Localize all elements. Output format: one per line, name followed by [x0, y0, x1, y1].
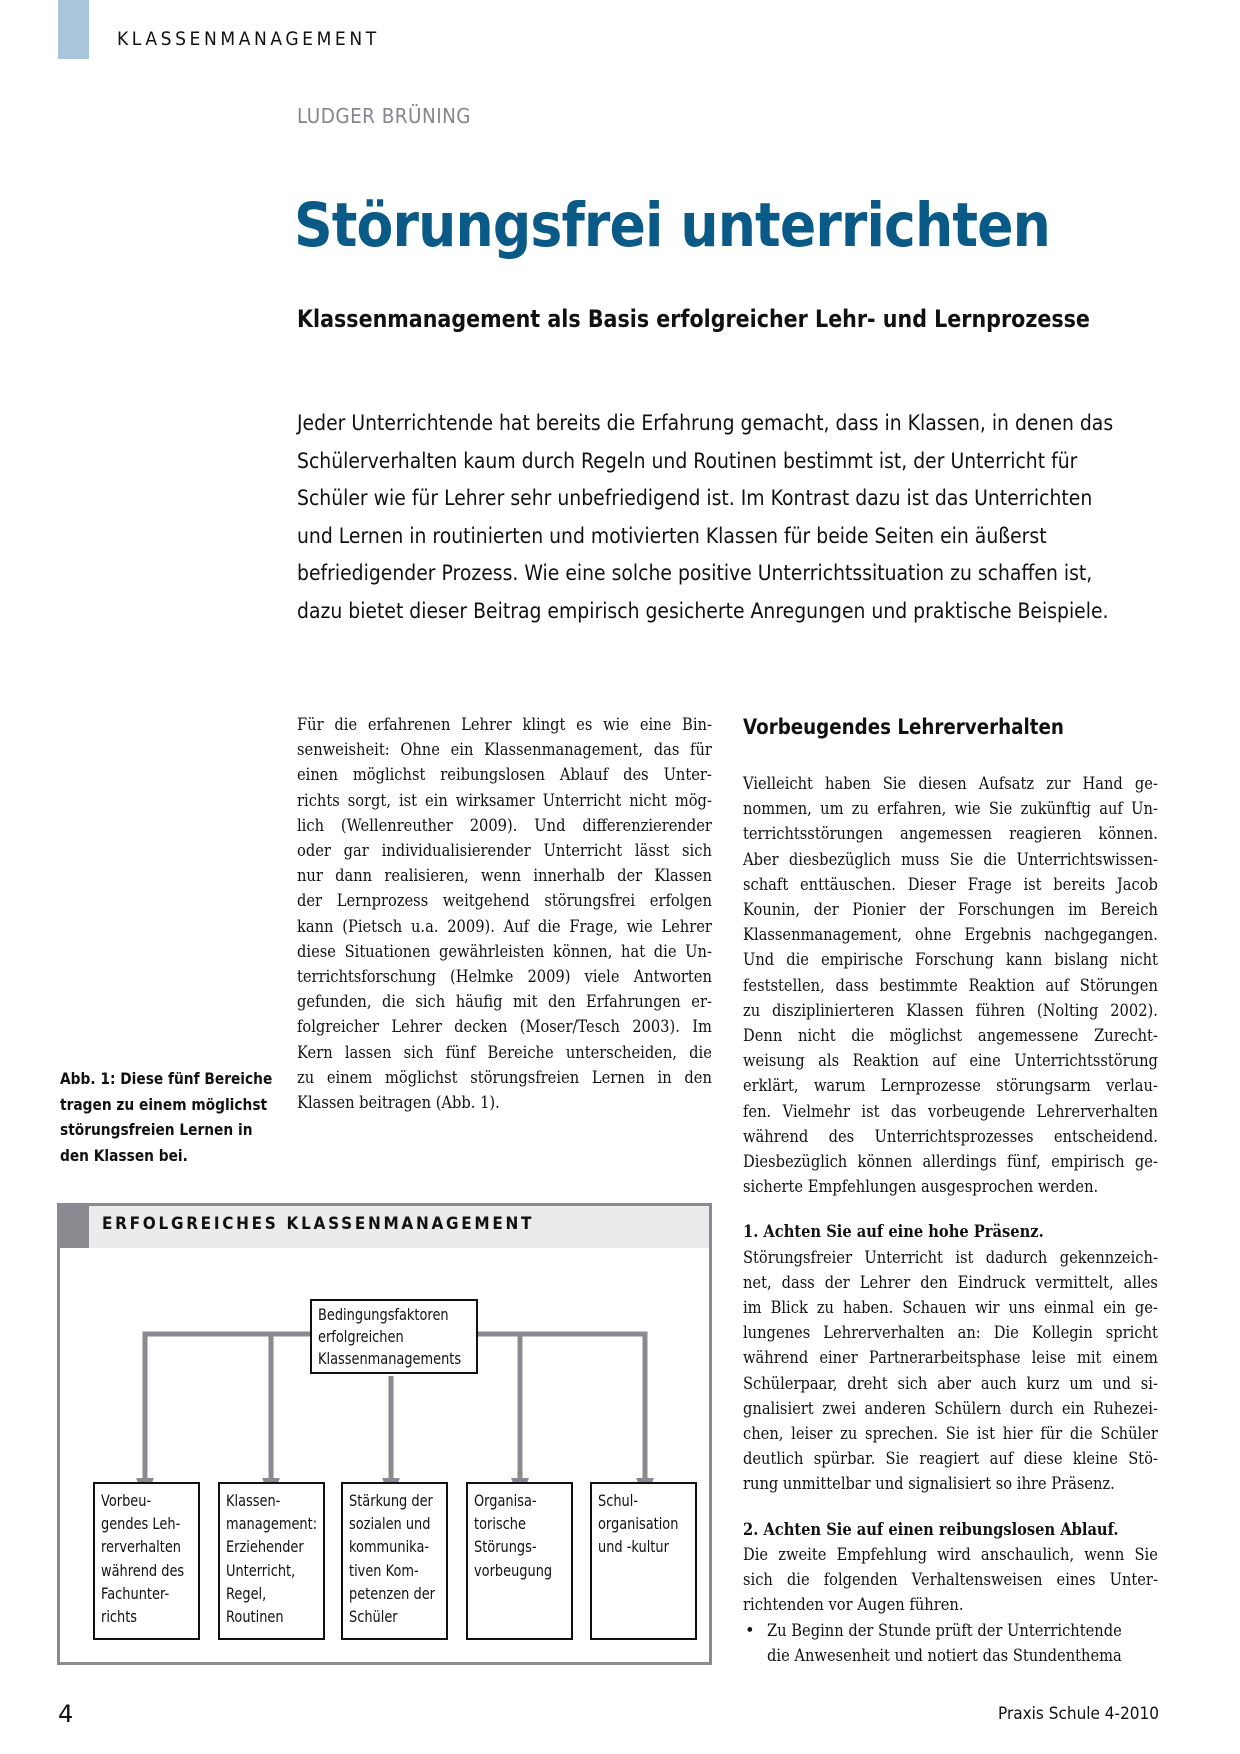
diagram-root-box [310, 1299, 478, 1374]
text-line: deutlich spürbar. Sie reagiert auf diese kleine Stö- [743, 1449, 1158, 1469]
box-line: Schul- [598, 1492, 639, 1510]
text-line: gefunden, die sich häufig mit den Erfahrungen er- [297, 992, 712, 1012]
author-name: LUDGER BRÜNING [297, 104, 472, 128]
diagram-child-box [218, 1482, 325, 1640]
lead-line: Jeder Unterrichtende hat bereits die Erfahrung gemacht, dass in Klassen, in denen das [297, 411, 1114, 436]
section-label: KLASSENMANAGEMENT [117, 28, 380, 50]
diagram-child-box [466, 1482, 573, 1640]
text-line: kann (Pietsch u.a. 2009). Auf die Frage, wie Lehrer [297, 916, 712, 936]
text-line: Störungsfreier Unterricht ist dadurch gekennzeich- [743, 1247, 1158, 1267]
box-line: Klassenmanagements [318, 1350, 462, 1368]
text-line: oder gar individualisierender Unterricht lässt sich [297, 841, 712, 861]
section-heading: Vorbeugendes Lehrerverhalten [743, 715, 1064, 739]
box-line: Schüler [349, 1608, 398, 1627]
box-line: Organisa- [474, 1492, 537, 1510]
text-line: erklärt, warum Lernprozesse störungsarm verlau- [743, 1076, 1158, 1096]
text-line: die Anwesenheit und notiert das Stundenthema [767, 1645, 1122, 1665]
bullet-list-item [743, 1618, 1161, 1668]
box-line: Fachunter- [101, 1584, 170, 1603]
caption-line: den Klassen bei. [60, 1145, 188, 1165]
box-line: Bedingungsfaktoren [318, 1306, 449, 1324]
box-line: Erziehender [226, 1538, 304, 1557]
caption-line: störungsfreien Lernen in [60, 1120, 253, 1139]
box-line: tiven Kom- [349, 1561, 419, 1580]
text-line: Denn nicht die möglichst angemessene Zurecht- [743, 1026, 1158, 1046]
article-subtitle: Klassenmanagement als Basis erfolgreicher Lehr- und Lernprozesse [297, 305, 1090, 333]
text-line: nommen, um zu erfahren, wie Sie zukünftig auf Un- [743, 799, 1158, 819]
box-line: Klassen- [226, 1492, 281, 1510]
diagram-heading: ERFOLGREICHES KLASSENMANAGEMENT [102, 1214, 535, 1234]
text-line: feststellen, dass bestimmte Reaktion auf Störungen [743, 975, 1158, 995]
text-line: Diesbezüglich können allerdings fünf, empirisch ge- [743, 1152, 1158, 1172]
box-line: Routinen [226, 1608, 284, 1627]
text-line: Klassen beitragen (Abb. 1). [297, 1093, 500, 1113]
text-line: Und die empirische Forschung kann bislang nicht [743, 950, 1158, 970]
text-line: terrichtsstörungen angemessen reagieren können. [743, 824, 1158, 844]
box-line: Regel, [226, 1584, 267, 1603]
diagram-child-box [93, 1482, 200, 1640]
text-line: richtenden vor Augen führen. [743, 1595, 964, 1615]
diagram-child-box [341, 1482, 448, 1640]
text-line: weisung als Reaktion auf eine Unterrichtsstörung [743, 1051, 1158, 1071]
lead-line: dazu bietet dieser Beitrag empirisch gesicherte Anregungen und praktische Beispiele. [297, 598, 1109, 624]
page-number: 4 [58, 1700, 74, 1728]
lead-line: Schüler wie für Lehrer sehr unbefriedigend ist. Im Kontrast dazu ist das Unterrichten [297, 486, 1093, 511]
bullet-icon: • [745, 1620, 755, 1640]
text-line: im Blick zu haben. Schauen wir uns einmal ein ge- [743, 1298, 1158, 1318]
box-line: petenzen der [349, 1584, 435, 1603]
box-line: Unterricht, [226, 1561, 296, 1580]
text-line: Kern lassen sich fünf Bereiche unterscheiden, die [297, 1042, 712, 1062]
text-line: lungenes Lehrerverhalten an: Die Kollegin spricht [743, 1323, 1158, 1343]
publication-footer: Praxis Schule 4-2010 [998, 1704, 1160, 1724]
text-line: sich die folgenden Verhaltensweisen eines Unter- [743, 1570, 1158, 1590]
diagram-child-box [590, 1482, 697, 1640]
box-line: sozialen und [349, 1515, 431, 1534]
lead-paragraph [297, 405, 1177, 630]
text-line: Kounin, der Pionier der Forschungen im Bereich [743, 900, 1158, 920]
box-line: torische [474, 1515, 526, 1534]
text-line: einen möglichst reibungslosen Ablauf des Unter- [297, 765, 712, 785]
caption-line: tragen zu einem möglichst [60, 1094, 268, 1114]
text-line: zu einem möglichst störungsfreien Lernen in den [297, 1067, 712, 1087]
lead-line: Schülerverhalten kaum durch Regeln und Routinen bestimmt ist, der Unterricht für [297, 448, 1078, 474]
text-line: net, dass der Lehrer den Eindruck vermittelt, alles [743, 1272, 1158, 1292]
text-line: Klassenmanagement, ohne Ergebnis nachgegangen. [743, 925, 1158, 945]
box-line: richts [101, 1608, 138, 1627]
text-line: folgreicher Lehrer decken (Moser/Tesch 2003). Im [297, 1017, 712, 1037]
text-line: gnalisiert zwei anderen Schülern durch ein Ruhezei- [743, 1398, 1158, 1418]
box-line: vorbeugung [474, 1561, 553, 1580]
classroom-management-diagram [57, 1203, 712, 1665]
box-line: Störungs- [474, 1538, 537, 1557]
text-line: chen, leiser zu sprechen. Sie ist hier für die Schüler [743, 1424, 1158, 1444]
text-line: terrichtsforschung (Helmke 2009) viele Antworten [297, 967, 712, 987]
box-line: erfolgreichen [318, 1328, 404, 1346]
text-line: fen. Vielmehr ist das vorbeugende Lehrerverhalten [743, 1101, 1158, 1121]
text-line: rung unmittelbar und signalisiert so ihre Präsenz. [743, 1474, 1115, 1494]
text-line: Zu Beginn der Stunde prüft der Unterrichtende [767, 1620, 1122, 1640]
text-line: Schülerpaar, dreht sich aber auch kurz um und si- [743, 1373, 1158, 1393]
text-line: sicherte Empfehlungen ausgesprochen werden. [743, 1177, 1099, 1197]
box-line: Stärkung der [349, 1492, 433, 1510]
text-line: schaft enttäuschen. Dieser Frage ist bereits Jacob [743, 874, 1158, 894]
box-line: organisation [598, 1515, 679, 1534]
recommendation-heading: 2. Achten Sie auf einen reibungslosen Ablauf. [743, 1519, 1119, 1539]
text-line: während einer Partnerarbeitsphase leise mit einem [743, 1348, 1158, 1368]
box-line: kommunika- [349, 1538, 430, 1557]
text-line: senweisheit: Ohne ein Klassenmanagement, das für [297, 740, 712, 760]
text-line: Aber diesbezüglich muss Sie die Unterrichtswissen- [743, 849, 1158, 869]
box-line: und -kultur [598, 1538, 669, 1557]
recommendation-heading: 1. Achten Sie auf eine hohe Präsenz. [743, 1222, 1044, 1242]
caption-line: Abb. 1: Diese fünf Bereiche [60, 1069, 273, 1088]
text-line: während des Unterrichtsprozesses entscheidend. [743, 1126, 1158, 1146]
article-title: Störungsfrei unterrichten [294, 190, 1050, 261]
box-line: Vorbeu- [101, 1492, 152, 1510]
text-line: richts sorgt, ist ein wirksamer Unterricht nicht mög- [297, 790, 712, 810]
box-line: rerverhalten [101, 1538, 182, 1557]
text-line: Für die erfahrenen Lehrer klingt es wie eine Bin- [297, 715, 712, 734]
text-line: lich (Wellenreuther 2009). Und differenzierender [297, 815, 712, 835]
text-line: zu disziplinierteren Klassen führen (Nolting 2002). [743, 1000, 1158, 1020]
right-column-text [743, 771, 1161, 1668]
box-line: management: [226, 1515, 318, 1534]
box-line: gendes Leh- [101, 1515, 181, 1534]
text-line: diese Situationen gewährleisten können, hat die Un- [297, 941, 712, 961]
middle-column-text [297, 712, 715, 1115]
figure-caption [60, 1066, 280, 1168]
text-line: Vielleicht haben Sie diesen Aufsatz zur Hand ge- [743, 774, 1158, 793]
text-line: der Lernprozess weitgehend störungsfrei erfolgen [297, 891, 712, 911]
text-line: nur dann realisieren, wenn innerhalb der Klassen [297, 866, 712, 886]
lead-line: und Lernen in routinierten und motivierten Klassen für beide Seiten ein äußerst [297, 523, 1047, 549]
section-color-tab [58, 0, 89, 59]
box-line: während des [101, 1561, 185, 1580]
text-line: Die zweite Empfehlung wird anschaulich, wenn Sie [743, 1544, 1158, 1564]
lead-line: befriedigender Prozess. Wie eine solche positive Unterrichtssituation zu schaffen ist, [297, 561, 1093, 586]
